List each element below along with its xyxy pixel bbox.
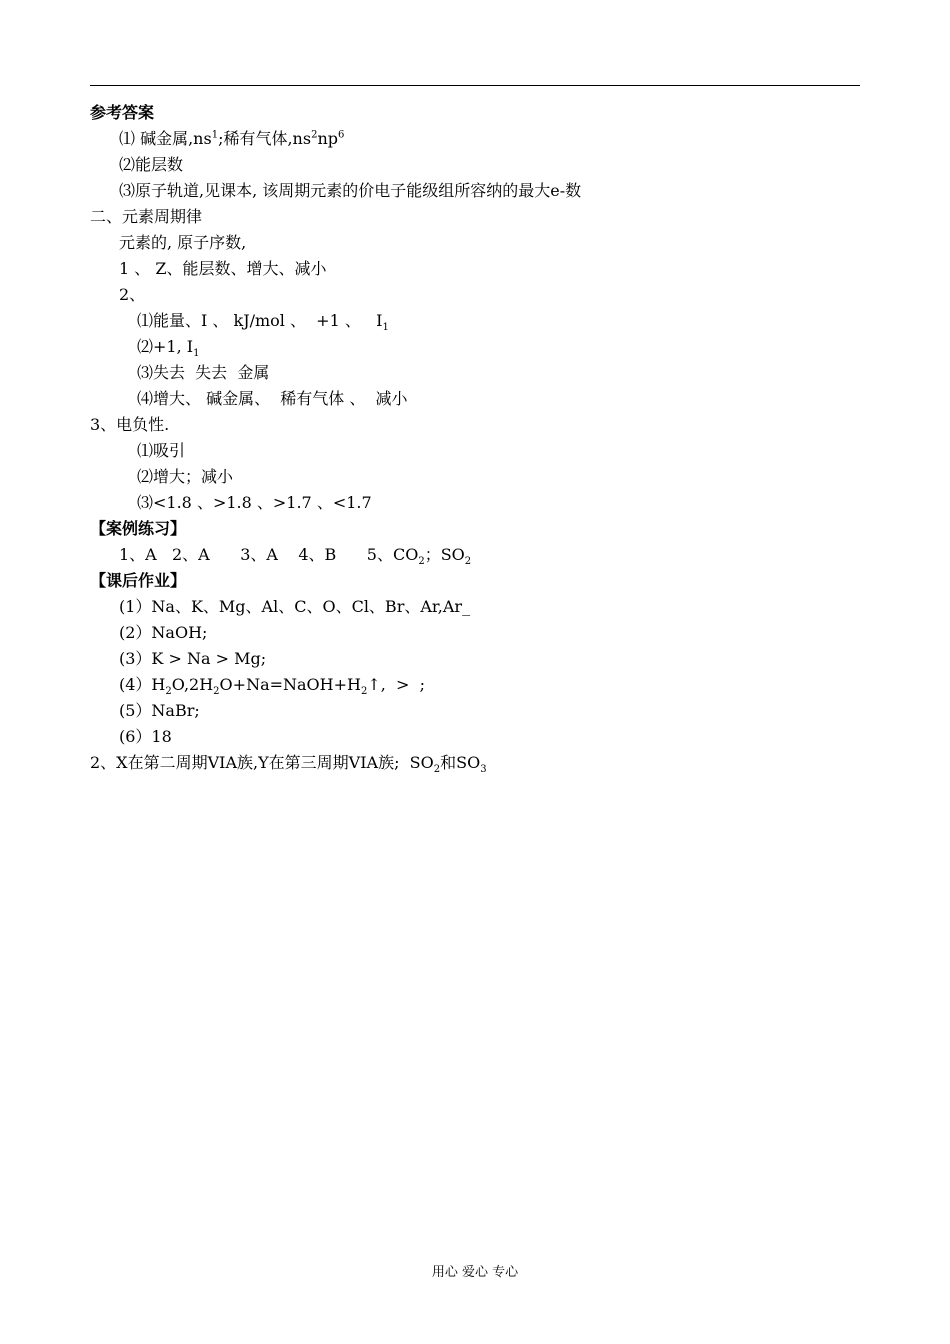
practice-answers: 1、A 2、A 3、A 4、B 5、$CO_2$；$SO_2$	[119, 545, 472, 568]
section-2-title: 二、元素周期律	[90, 207, 203, 226]
answer-q3: ⑶原子轨道,见课本, 该周期元素的价电子能级组所容纳的最大e-数	[119, 181, 582, 200]
homework-item-4: $(4)H_2O,2H_2O+Na=NaOH+H_2↑$, > ;	[119, 675, 425, 698]
section-2-item-2: ⑵+1, $I_1$	[137, 337, 200, 360]
section-2-item-4: ⑷增大、 碱金属、 稀有气体 、 减小	[137, 389, 408, 408]
section-3-title: 3、电负性.	[90, 415, 170, 434]
homework-item-1: (1）Na、K、Mg、Al、C、O、Cl、Br、Ar,Ar_	[119, 597, 471, 616]
homework-item-5: (5）NaBr;	[119, 701, 200, 720]
section-3-item-3: ⑶<1.8 、>1.8 、>1.7 、<1.7	[137, 493, 372, 512]
homework-final: 2、X在第二周期VIA族,Y在第三周期VIA族; $SO_2$和$SO_3$	[90, 753, 487, 776]
answer-q1: ⑴ 碱金属$,ns^1$;稀有气体$,ns^2np^6$	[119, 129, 345, 148]
homework-item-6: (6）18	[119, 727, 172, 746]
page-footer: 用心 爱心 专心	[431, 1265, 519, 1280]
homework-title: 【课后作业】	[90, 571, 187, 590]
section-3-item-1: ⑴吸引	[137, 441, 186, 460]
section-2-line-1: 元素的, 原子序数,	[119, 233, 247, 252]
section-3-item-2: ⑵增大；减小	[137, 467, 234, 486]
answer-document	[0, 100, 950, 776]
section-2-line-3: 2、	[119, 285, 146, 304]
header-rule	[90, 85, 860, 86]
homework-item-3: (3）K > Na > Mg;	[119, 649, 267, 668]
homework-item-2: (2）NaOH;	[119, 623, 208, 642]
practice-title: 【案例练习】	[90, 519, 187, 538]
section-2-item-3: ⑶失去 失去 金属	[137, 363, 270, 382]
answer-q2: ⑵能层数	[119, 155, 184, 174]
answers-title: 参考答案	[90, 103, 155, 122]
section-2-item-1: ⑴能量、I 、 kJ/mol 、 +1 、 $I_1$	[137, 311, 389, 334]
section-2-line-2: 1 、 Z、能层数、增大、减小	[119, 259, 327, 278]
